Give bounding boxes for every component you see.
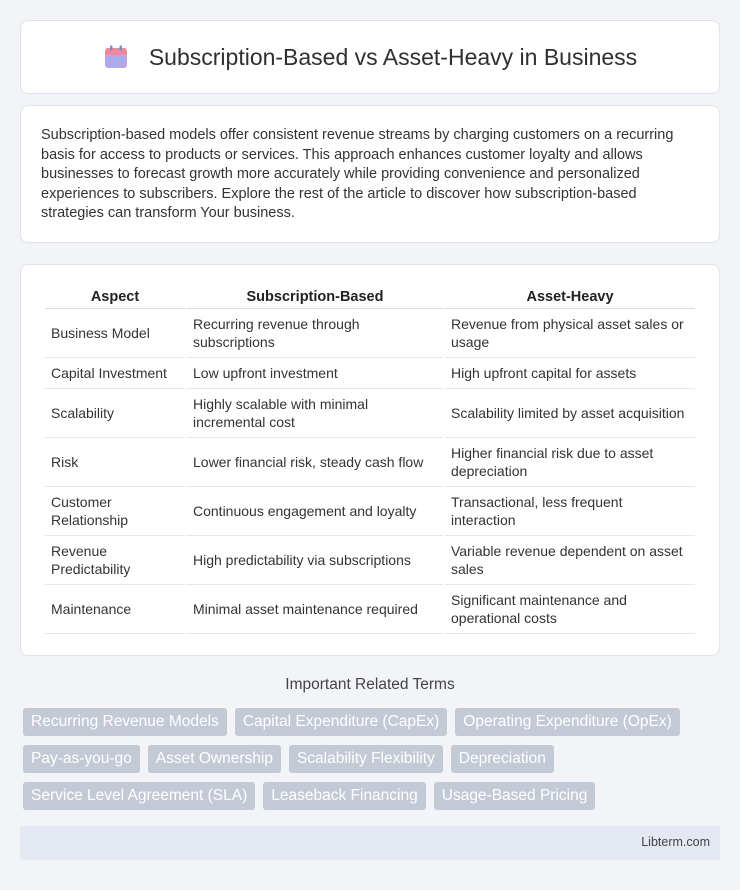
table-cell: Capital Investment: [45, 358, 185, 389]
related-term-tag[interactable]: Operating Expenditure (OpEx): [455, 708, 680, 736]
table-cell: High predictability via subscriptions: [187, 536, 443, 585]
table-cell: High upfront capital for assets: [445, 358, 695, 389]
page-title: Subscription-Based vs Asset-Heavy in Business: [148, 43, 638, 70]
header-subscription: Subscription-Based: [187, 285, 443, 309]
table-cell: Higher financial risk due to asset depreciation: [445, 438, 695, 487]
table-cell: Business Model: [45, 309, 185, 358]
title-card: [20, 20, 720, 94]
table-cell: Revenue from physical asset sales or usage: [445, 309, 695, 358]
table-cell: Continuous engagement and loyalty: [187, 487, 443, 536]
related-term-tag[interactable]: Depreciation: [451, 745, 554, 773]
related-terms-list: [23, 708, 723, 810]
table-cell: Low upfront investment: [187, 358, 443, 389]
table-cell: Lower financial risk, steady cash flow: [187, 438, 443, 487]
header-aspect: Aspect: [45, 285, 185, 309]
table-cell: Risk: [45, 438, 185, 487]
table-cell: Recurring revenue through subscriptions: [187, 309, 443, 358]
comparison-table-card: [20, 264, 720, 656]
header-asset-heavy: Asset-Heavy: [445, 285, 695, 309]
table-cell: Variable revenue dependent on asset sales: [445, 536, 695, 585]
footer: [20, 826, 720, 860]
related-term-tag[interactable]: Asset Ownership: [148, 745, 281, 773]
table-cell: Customer Relationship: [45, 487, 185, 536]
table-cell: Scalability limited by asset acquisition: [445, 389, 695, 438]
calendar-icon: [103, 44, 129, 70]
table-row: [45, 536, 695, 585]
table-row: [45, 358, 695, 389]
table-row: [45, 487, 695, 536]
table-row: [45, 309, 695, 358]
table-row: [45, 585, 695, 634]
related-term-tag[interactable]: Usage-Based Pricing: [434, 782, 596, 810]
intro-text: Subscription-based models offer consistent revenue streams by charging customers on a recurring basis for access to products or services. This approach enhances customer loyalty and allows businesses to forecast growth more accurately while providing convenience and personalized experiences to subscribers. Explore the rest of the article to discover how subscription-based strategies can transform Your business.: [41, 127, 674, 221]
table-cell: Significant maintenance and operational costs: [445, 585, 695, 634]
related-term-tag[interactable]: Scalability Flexibility: [289, 745, 443, 773]
related-term-tag[interactable]: Service Level Agreement (SLA): [23, 782, 255, 810]
related-terms-title: Important Related Terms: [285, 676, 455, 693]
table-cell: Minimal asset maintenance required: [187, 585, 443, 634]
related-term-tag[interactable]: Capital Expenditure (CapEx): [235, 708, 447, 736]
table-cell: Revenue Predictability: [45, 536, 185, 585]
table-cell: Transactional, less frequent interaction: [445, 487, 695, 536]
intro-card: [20, 105, 720, 243]
table-cell: Scalability: [45, 389, 185, 438]
footer-brand-link[interactable]: Libterm.com: [641, 835, 710, 849]
table-cell: Highly scalable with minimal incremental cost: [187, 389, 443, 438]
related-term-tag[interactable]: Recurring Revenue Models: [23, 708, 227, 736]
related-term-tag[interactable]: Leaseback Financing: [263, 782, 426, 810]
comparison-table: [43, 285, 697, 634]
table-row: [45, 438, 695, 487]
table-header-row: [45, 285, 695, 309]
related-term-tag[interactable]: Pay-as-you-go: [23, 745, 140, 773]
table-cell: Maintenance: [45, 585, 185, 634]
table-row: [45, 389, 695, 438]
